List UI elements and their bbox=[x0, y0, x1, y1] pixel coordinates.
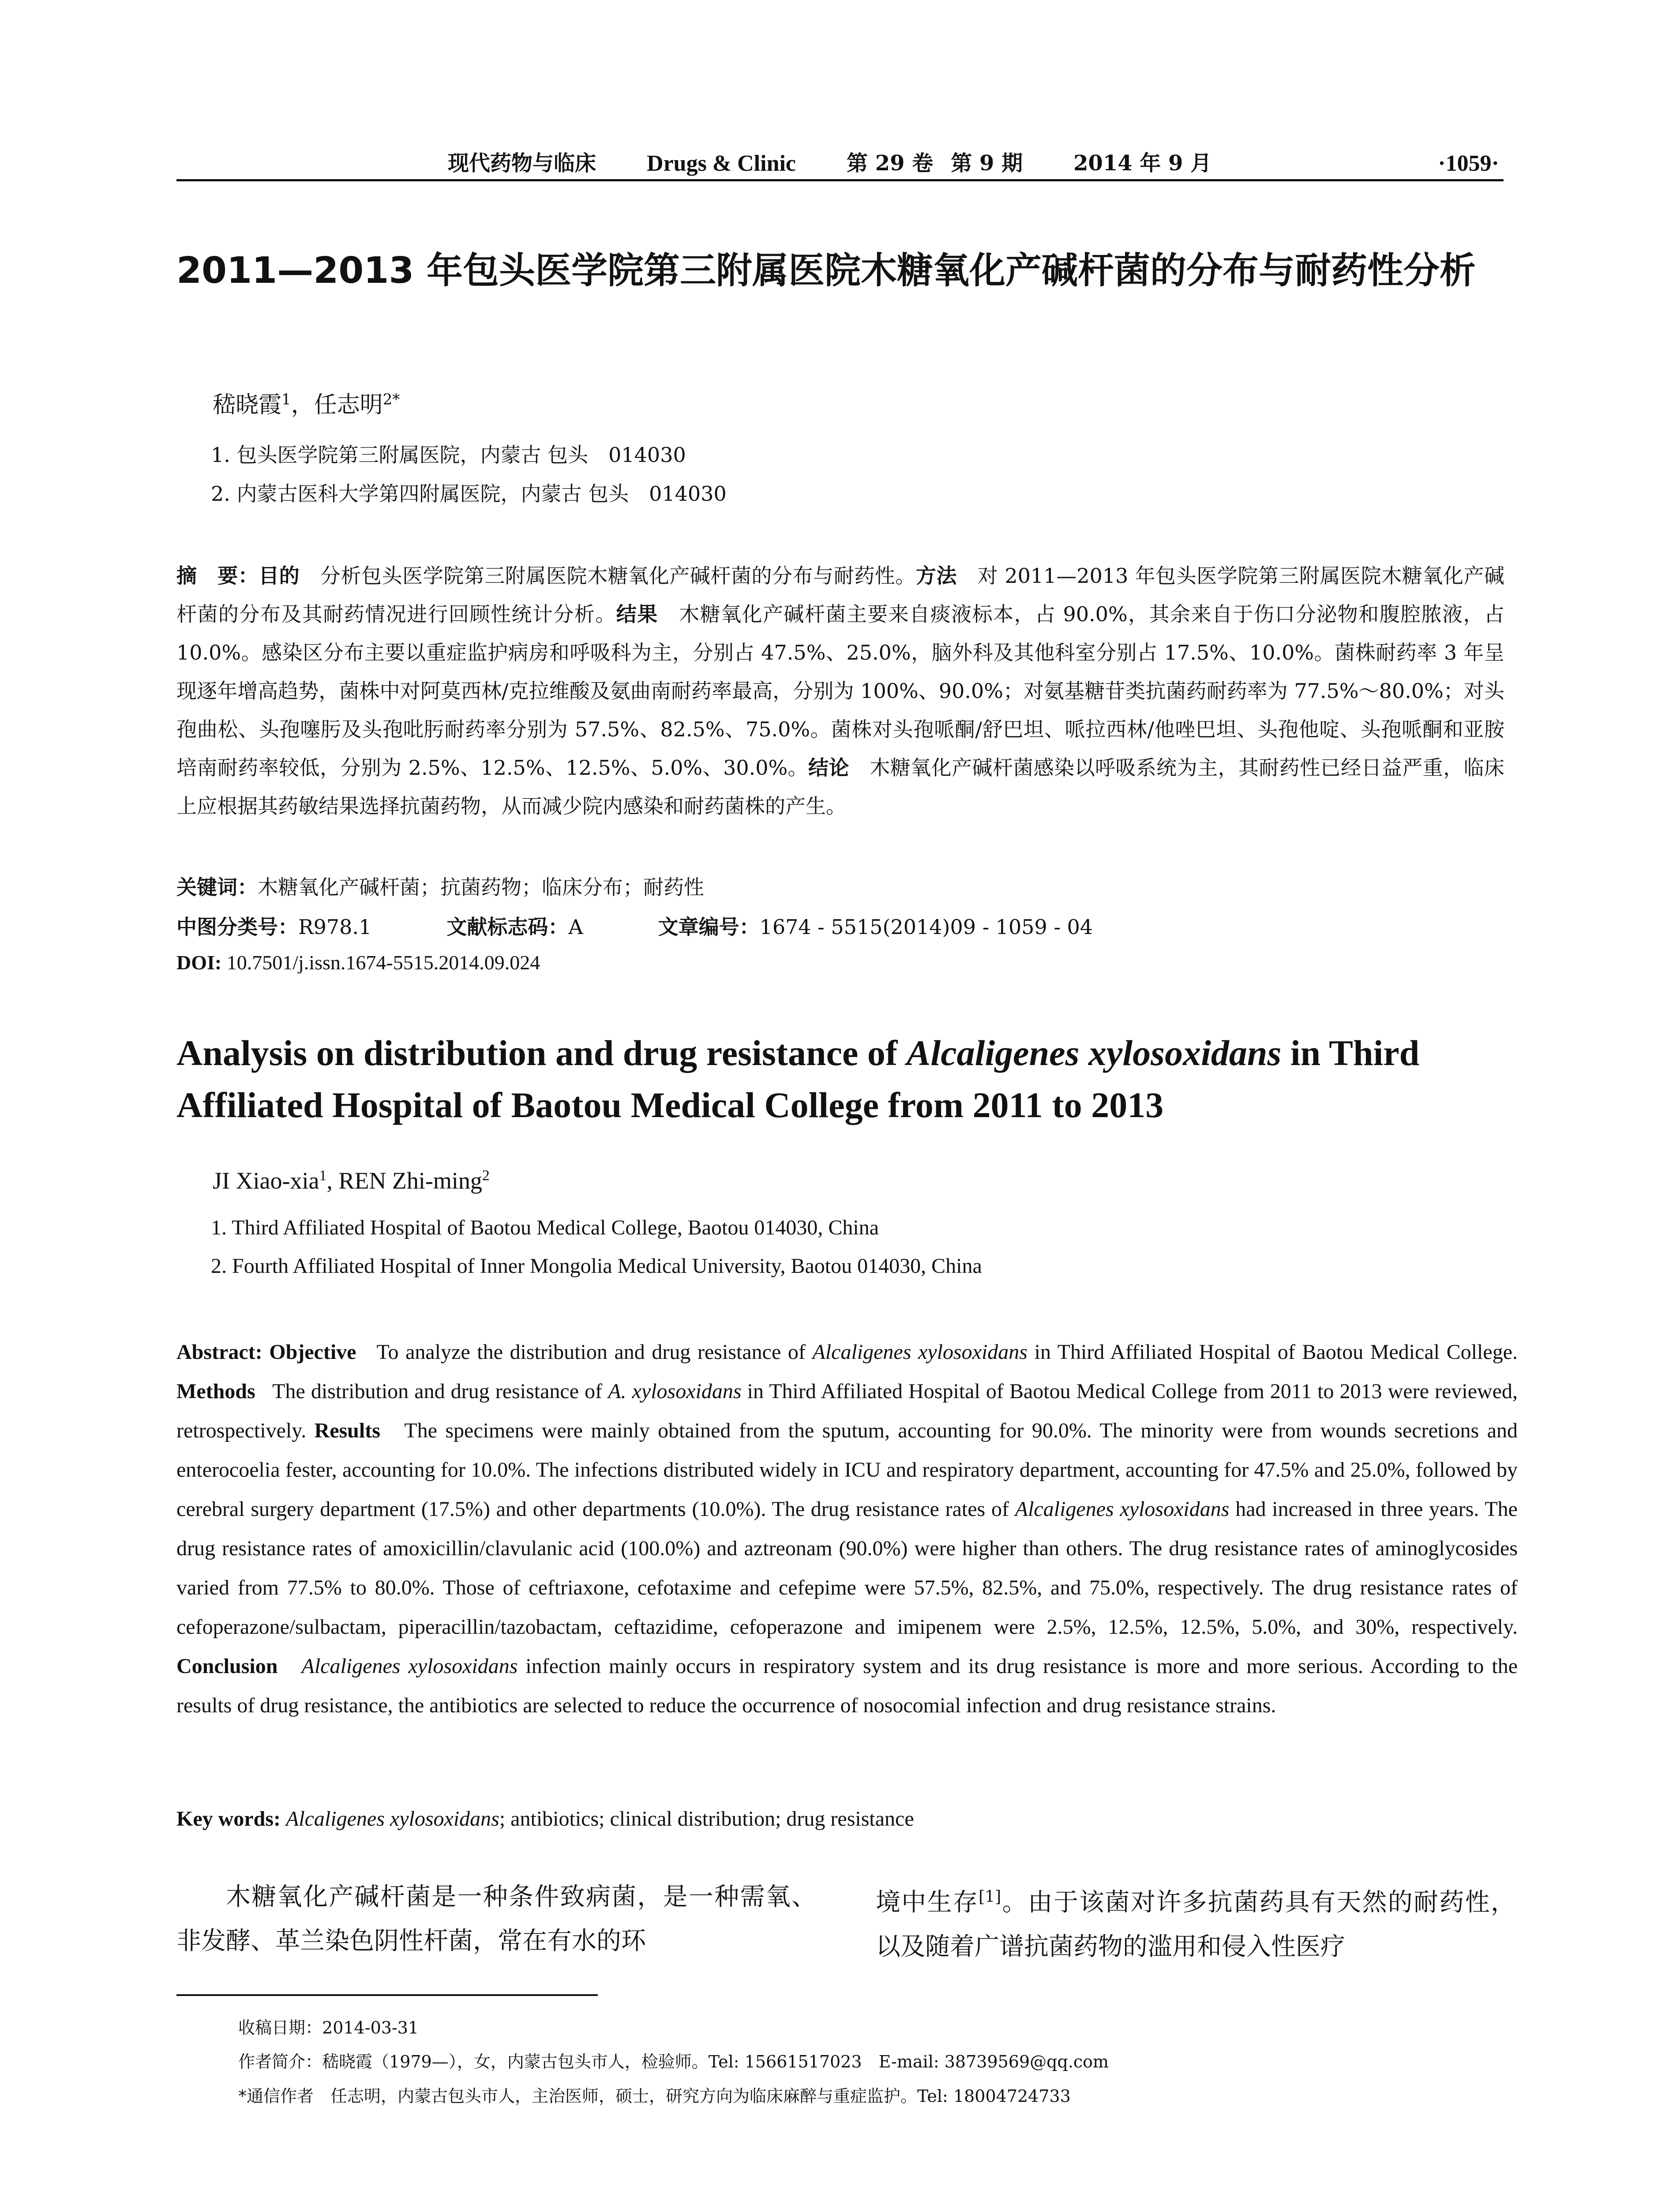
keywords-label: 关键词： bbox=[176, 875, 258, 899]
journal-name-en: Drugs & Clinic bbox=[647, 151, 796, 176]
methods-text: The distribution and drug resistance of bbox=[272, 1380, 608, 1403]
objective-text: 分析包头医学院第三附属医院木糖氧化产碱杆菌的分布与耐药性。 bbox=[320, 564, 916, 588]
keywords-text: 木糖氧化产碱杆菌；抗菌药物；临床分布；耐药性 bbox=[258, 875, 704, 899]
keywords-cn bbox=[176, 871, 704, 900]
keywords-label: Key words: bbox=[176, 1807, 281, 1831]
issue-date: 2014 年 9 月 bbox=[1073, 151, 1212, 176]
footnote-label: *通信作者 bbox=[238, 2086, 314, 2106]
title-en-text: Analysis on distribution and drug resistance of bbox=[176, 1033, 907, 1073]
authors-en bbox=[213, 1167, 490, 1194]
author-affil-marker: 1 bbox=[281, 390, 291, 409]
title-en-species: Alcaligenes xylosoxidans bbox=[906, 1033, 1282, 1073]
clc-label: 中图分类号： bbox=[176, 915, 298, 939]
footnote-received bbox=[238, 2014, 419, 2038]
conclusion-text: infection mainly occurs in respiratory system and its drug resistance is more and more serious. According to the results of drug resistance, the antibiotics are selected to reduce the occurrence of nosocomial infection and drug resistance strains. bbox=[176, 1654, 1518, 1717]
body-text: 。由于该菌对许多抗菌药具有天然的耐药性，以及随着广谱抗菌药物的滥用和侵入性医疗 bbox=[876, 1888, 1516, 1961]
running-header bbox=[176, 141, 1504, 176]
methods-text: in Third Affiliated Hospital of Baotou Medical College from 2011 to 2013 were reviewed, retrospectively. bbox=[176, 1380, 1518, 1442]
author-name: 嵇晓霞 bbox=[213, 392, 282, 418]
conclusion-label: Conclusion bbox=[176, 1654, 278, 1678]
objective-label: Objective bbox=[269, 1340, 356, 1364]
doi-line bbox=[176, 951, 540, 974]
citation-ref[interactable]: [1] bbox=[979, 1888, 1001, 1906]
footnote-text: 嵇晓霞（1979—），女，内蒙古包头市人，检验师。Tel: 15661517023 E-mail: 38739569@qq.com bbox=[322, 2052, 1109, 2071]
issue: 第 9 期 bbox=[951, 151, 1023, 176]
authors-cn bbox=[213, 386, 400, 419]
methods-label: Methods bbox=[176, 1380, 255, 1403]
author-separator: ， bbox=[291, 392, 314, 418]
methods-label: 方法 bbox=[915, 564, 957, 588]
footnote-label: 收稿日期： bbox=[238, 2018, 322, 2037]
objective-label: 目的 bbox=[259, 564, 300, 588]
affiliation-en: 1. Third Affiliated Hospital of Baotou Medical College, Baotou 014030, China bbox=[211, 1216, 879, 1239]
results-text: The specimens were mainly obtained from the sputum, accounting for 90.0%. The minority were from wounds secretions and enterocoelia fester, accounting for 10.0%. The infections distributed widely in ICU and respiratory department, accounting for 47.5% and 25.0%, followed by cerebral surgery department (17.5%) and other departments (10.0%). The drug resistance rates of bbox=[176, 1419, 1518, 1521]
abstract-cn bbox=[176, 557, 1504, 825]
author-separator: , bbox=[326, 1167, 339, 1194]
results-text: 木糖氧化产碱杆菌主要来自痰液标本，占 90.0%，其余来自于伤口分泌物和腹腔脓液，占 10.0%。感染区分布主要以重症监护病房和呼吸科为主，分别占 47.5%、25.0%，脑外科及其他科室分别占 17.5%、10.0%。菌株耐药率 3 年呈现逐年增高趋势，菌株中对阿莫西林/克拉维酸及氨曲南耐药率最高，分别为 100%、90.0%；对氨基糖苷类抗菌药耐药率为 77.5%～80.0%；对头孢曲松、头孢噻肟及头孢吡肟耐药率分别为 57.5%、82.5%、75.0%。菌株对头孢哌酮/舒巴坦、哌拉西林/他唑巴坦、头孢他啶、头孢哌酮和亚胺培南耐药率较低，分别为 2.5%、12.5%、12.5%、5.0%、30.0%。 bbox=[176, 602, 1505, 780]
author-name: REN Zhi-ming bbox=[338, 1167, 482, 1194]
conclusion-text: 木糖氧化产碱杆菌感染以呼吸系统为主，其耐药性已经日益严重，临床上应根据其药敏结果选择抗菌药物，从而减少院内感染和耐药菌株的产生。 bbox=[176, 756, 1505, 818]
footnote-rule bbox=[176, 1994, 598, 1996]
footnote-corresponding bbox=[238, 2082, 1071, 2107]
affiliation-cn: 1. 包头医学院第三附属医院，内蒙古 包头 014030 bbox=[211, 443, 686, 467]
author-name: 任志明 bbox=[314, 392, 383, 418]
title-en bbox=[176, 1027, 1518, 1131]
article-no-label: 文章编号： bbox=[658, 915, 760, 939]
volume: 第 29 卷 bbox=[847, 151, 934, 176]
doi-value[interactable]: 10.7501/j.issn.1674-5515.2014.09.024 bbox=[226, 951, 540, 974]
author-affil-marker: 2* bbox=[382, 390, 400, 409]
doc-code-value: A bbox=[568, 915, 583, 939]
results-label: Results bbox=[314, 1419, 380, 1442]
species-name: Alcaligenes xylosoxidans bbox=[812, 1340, 1028, 1364]
doc-code-label: 文献标志码： bbox=[446, 915, 569, 939]
abstract-label: 摘 要： bbox=[176, 564, 259, 588]
species-name: Alcaligenes xylosoxidans bbox=[1015, 1497, 1230, 1521]
affiliation-en: 2. Fourth Affiliated Hospital of Inner Mongolia Medical University, Baotou 014030, China bbox=[211, 1254, 982, 1278]
keywords-en bbox=[176, 1807, 914, 1831]
results-text: had increased in three years. The drug resistance rates of amoxicillin/clavulanic acid (100.0%) and aztreonam (90.0%) were higher than others. The drug resistance rates of aminoglycosides varied from 77.5% to 80.0%. Those of ceftriaxone, cefotaxime and cefepime were 57.5%, 82.5%, and 75.0%, respectively. The drug resistance rates of cefoperazone/sulbactam, piperacillin/tazobactam, ceftazidime, cefoperazone and imipenem were 2.5%, 12.5%, 12.5%, 5.0%, and 30%, respectively. bbox=[176, 1497, 1518, 1639]
results-label: 结果 bbox=[616, 602, 658, 626]
author-affil-marker: 2 bbox=[482, 1167, 490, 1184]
footnote-text: 任志明，内蒙古包头市人，主治医师，硕士，研究方向为临床麻醉与重症监护。Tel: 18004724733 bbox=[314, 2086, 1071, 2106]
affiliation-cn: 2. 内蒙古医科大学第四附属医院，内蒙古 包头 014030 bbox=[211, 482, 727, 506]
article-no-value: 1674 - 5515(2014)09 - 1059 - 04 bbox=[759, 915, 1093, 939]
keywords-text: ; antibiotics; clinical distribution; drug resistance bbox=[499, 1807, 914, 1831]
clc-value: R978.1 bbox=[298, 915, 372, 939]
journal-name-cn: 现代药物与临床 bbox=[448, 151, 596, 176]
classification-line bbox=[176, 911, 1093, 940]
methods-text: 对 2011—2013 年包头医学院第三附属医院木糖氧化产碱杆菌的分布及其耐药情况进行回顾性统计分析。 bbox=[176, 564, 1505, 626]
title-cn: 2011—2013 年包头医学院第三附属医院木糖氧化产碱杆菌的分布与耐药性分析 bbox=[176, 250, 1476, 292]
header-rule bbox=[176, 179, 1504, 181]
body-text-left-column: 木糖氧化产碱杆菌是一种条件致病菌，是一种需氧、非发酵、革兰染色阴性杆菌，常在有水的环 bbox=[176, 1883, 816, 1955]
footnote-author-bio bbox=[238, 2048, 1109, 2072]
body-text: 境中生存 bbox=[876, 1888, 979, 1917]
conclusion-label: 结论 bbox=[808, 756, 849, 780]
footnote-text: 2014-03-31 bbox=[322, 2018, 419, 2037]
author-affil-marker: 1 bbox=[319, 1167, 327, 1184]
author-name: JI Xiao-xia bbox=[213, 1167, 319, 1194]
doi-label: DOI: bbox=[176, 951, 222, 974]
footnote-label: 作者简介： bbox=[238, 2052, 322, 2071]
page-number: ·1059· bbox=[1438, 151, 1499, 176]
species-name: Alcaligenes xylosoxidans bbox=[301, 1654, 518, 1678]
species-name: Alcaligenes xylosoxidans bbox=[285, 1807, 499, 1831]
species-name: A. xylosoxidans bbox=[608, 1380, 742, 1403]
abstract-en bbox=[176, 1332, 1518, 1725]
body-text-right-column bbox=[876, 1875, 1515, 1969]
objective-text: To analyze the distribution and drug resistance of bbox=[376, 1340, 813, 1364]
objective-text: in Third Affiliated Hospital of Baotou Medical College. bbox=[1027, 1340, 1518, 1364]
title-en-text: in Third Affiliated Hospital of Baotou Medical College from 2011 to 2013 bbox=[176, 1033, 1420, 1125]
abstract-label: Abstract: bbox=[176, 1340, 262, 1364]
